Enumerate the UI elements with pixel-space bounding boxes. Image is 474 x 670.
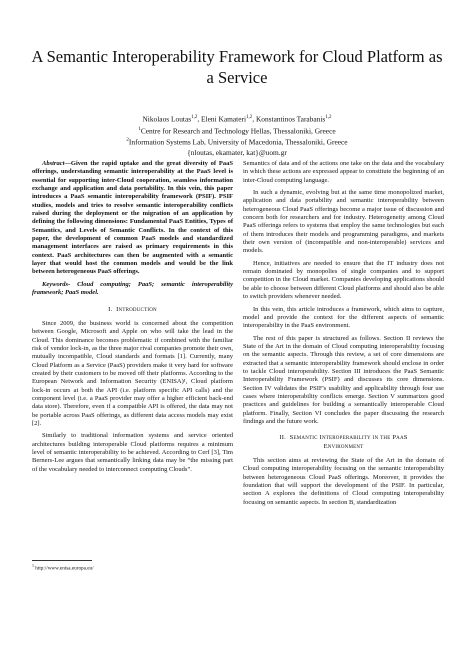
paragraph: In this vein, this article introduces a framework, which aims to capture, model and provide the context for the different aspects of semantic interoperability in the PaaS environment. [243,305,444,330]
paragraph: Similarly to traditional information systems and service oriented architectures building interoperable Cloud platforms requires a minimum level of semantic interoperability to be achieved. According to Cerf [3], Tim Berners-Lee argues that semantically linking data may be “the missing part of the vocabulary needed to interconnect computing Clouds”. [32,432,233,473]
paragraph: This section aims at reviewing the State of the Art in the domain of Cloud computing interoperability focusing on the semantic interoperability between heterogeneous Cloud PaaS offerings. Moreover, it provides the foundation that will support the development of the PSIF. In particular, section A explores the definitions of Cloud computing interoperability focusing on semantic aspects. In section B, standardization [243,457,444,506]
footnote-divider [32,560,92,561]
paragraph: Hence, initiatives are needed to ensure that the IT industry does not remain dominated by monopolies of single companies and to support competition in the Cloud market. Companies developing applications should be able to choose between different Cloud platforms and should also be able to switch providers whenever needed. [243,259,444,301]
author-names: Nikolaos Loutas$^{1,2}$, Eleni Kamateri$^{1,2}$, Konstantinos Tarabanis$^{1,2}$ [142,114,332,124]
paragraph: Since 2009, the business world is concerned about the competition between Google, Microsoft and Apple on who will take the lead in the Cloud. This dominance becomes problematic if combined with the familiar risk of vendor lock-in, as the three major rival companies promote their own, mutually incompatible, Cloud standards and formats [1]. Currently, many Cloud Platform as a Service (PaaS) providers make it very hard for software created by their customers to be moved off their platforms. According to the European Network and Information Security (ENISA)¹, Cloud platform lock-in occurs at both the API (i.e. platform specific API calls) and the component level (i.e. a PaaS provider may offer a higher efficient back-end data store). Therefore, even if a compatible API is offered, the data may not be portable across PaaS offerings, as different data access models may exist [2]. [32,319,233,427]
left-column [32,160,233,478]
keywords: Keywords- Cloud computing; PaaS; semantic interoperability framework; PaaS model. [32,280,233,297]
affiliation-1: $^1$Centre for Research and Technology Hellas, Thessaloniki, Greece [138,126,336,136]
section-heading-introduction: I. Introduction [108,305,157,313]
abstract: Abstract—Given the rapid uptake and the great diversity of PaaS offerings, understanding semantic interoperability at the PaaS level is essential for supporting inter-Cloud cooperation, seamless information exchange and application and data portability. In this vein, this paper introduces a PaaS semantic interoperability framework (PSIF). PSIF studies, models and tries to resolve semantic interoperability conflicts raised during the deployment or the migration of an application by defining the following dimensions: Fundamental PaaS Entities, Types of Semantics, and Levels of Semantic Conflicts. In the context of this paper, the development of common PaaS models and standardized management interfaces are raised as primary requirements in this context. PaaS architectures can then be augmented with a semantic layer that would host the common models and would be the link between heterogeneous PaaS offerings. [32,160,233,276]
paragraph: The rest of this paper is structured as follows. Section II reviews the State of the Art in the domain of Cloud computing interoperability focusing on the semantic aspects. Through this review, a set of core dimensions are extracted that a semantic interoperability framework should enclose in order to tackle Cloud interoperability. Section III introduces the PaaS Semantic Interoperability Framework (PSIF) and discusses its core dimensions. Section IV validates the PSIF's usability and applicability through four use cases where interoperability conflicts emerge. Section V summarizes good practices and guidelines for building a semantically interoperable Cloud platform. Finally, Section VI concludes the paper discussing the research findings and the future work. [243,334,444,425]
affiliation-2: $^2$Information Systems Lab, University of Macedonia, Thessaloniki, Greece [126,137,348,147]
section-heading-semantic-interoperability: II. Semantic Interoperability in the PaaS Environment [279,434,408,450]
paragraph: Semantics of data and of the actions one take on the data and the vocabulary in which these actions are expressed appear to constitute the beginning of an inter-Cloud computing language. [243,160,444,184]
paragraph: In such a dynamic, evolving but at the same time monopolized market, application and data portability and semantic interoperability between heterogeneous Cloud PaaS offerings become a major issue of discussion and concern both for researchers and for industry. Heterogeneity among Cloud PaaS offerings refers to systems that employ the same technologies but each of them introduces their models and programming paradigms, and markets their own version of (incompatible and non-interoperable) services and models. [243,189,444,255]
right-column [243,160,444,511]
paper-title: A Semantic Interoperability Framework for Cloud Platform as a Service [31,47,443,87]
author-emails: {nloutas, ekamater, kat}@uom.gr [187,148,287,158]
author-block [30,113,444,158]
footnote: $^1$ http://www.enisa.europa.eu/ [32,563,94,572]
